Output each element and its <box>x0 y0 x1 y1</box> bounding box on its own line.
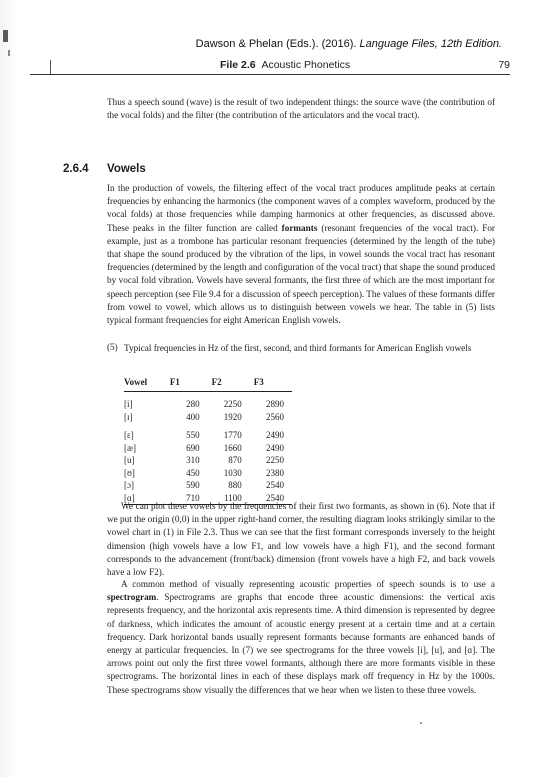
table-header-row <box>124 375 292 392</box>
header-rule <box>30 74 510 75</box>
scan-artifact <box>8 50 10 56</box>
scan-artifact <box>420 722 422 724</box>
term-formants: formants <box>281 222 318 233</box>
table-cell: 2250 <box>266 455 284 465</box>
plot-paragraph: We can plot these vowels by the frequencies of their first two formants, as shown in (6). Note that if we put the origin (0,0) in the upper right-hand corner, the resulting diagram looks strikingly similar to the vowel chart in (1) in File 2.3. Thus we can see that the first formant corresponds inversely to the height dimension (high vowels have a low F1, and low vowels have a high F1), and the second formant corresponds to the advancement (front/back) dimension (front vowels have a high F2, and back vowels have a low F2). <box>107 501 495 578</box>
table-cell: 2890 <box>266 399 284 409</box>
table-cell: 870 <box>228 455 242 465</box>
table-cell: 690 <box>186 442 200 453</box>
chapter-title: Acoustic Phonetics <box>261 59 351 71</box>
table-row <box>124 467 292 480</box>
spectrogram-paragraph-text: A common method of visually representing acoustic properties of speech sounds is to use a <box>121 579 495 589</box>
table-cell: [ɪ] <box>124 411 133 422</box>
table-cell: [u] <box>124 455 135 465</box>
spectrogram-paragraph <box>107 578 495 697</box>
table-row <box>124 392 292 411</box>
file-label: File 2.6 <box>220 59 256 71</box>
table-cell: 2250 <box>223 399 242 409</box>
table-row <box>124 454 292 467</box>
table-cell: 550 <box>186 430 200 440</box>
table-cell: [ɑ] <box>124 492 166 505</box>
table-header: F1 <box>169 377 180 387</box>
table-header: F2 <box>211 377 222 387</box>
table-cell: [ɔ] <box>124 480 134 490</box>
table-cell: 1920 <box>223 411 242 422</box>
table-cell: 2540 <box>250 492 292 505</box>
table-cell: 450 <box>186 467 200 478</box>
citation-book-title: Language Files, 12th Edition. <box>359 38 502 50</box>
citation-authors: Dawson & Phelan (Eds.). (2016). <box>195 38 360 50</box>
table-header: F3 <box>253 377 264 387</box>
intro-paragraph: Thus a speech sound (wave) is the result of two independent things: the source wave (the contribution of the vocal folds) and the filter (the contribution of the articulators and the vocal tract). <box>107 97 495 121</box>
scan-edge <box>0 0 18 777</box>
table-cell: 310 <box>186 455 200 465</box>
table-cell: 1100 <box>208 492 250 505</box>
scan-artifact <box>3 30 8 42</box>
section-title: Vowels <box>107 163 146 175</box>
table-cell: 280 <box>186 399 200 409</box>
spectrogram-paragraph-text: . Spectrograms are graphs that encode three acoustic dimensions: the vertical axis represents frequency, and the horizontal axis represents time. A third dimension is represented by degree of darkness, which indicates the amount of acoustic energy present at a certain time and at a certain frequency. Dark horizontal bands usually represent formants because formants are enhanced bands of energy at particular frequencies. In (7) we see spectrograms for the three vowels [i], [u], and [ɑ]. The arrows point out only the first three vowel formants, although there are more formants visible in these spectrograms. The horizontal lines in each of these displays mark off frequency in Hz by the 1000s. These spectrograms show visually the differences that we hear when we listen to these three vowels. <box>107 592 495 695</box>
table-cell: 2380 <box>266 467 284 478</box>
running-header <box>30 59 510 73</box>
table-header: Vowel <box>124 377 148 387</box>
table-cell: 2490 <box>266 430 284 440</box>
table-cell: 590 <box>186 480 200 490</box>
vowels-paragraph-text: (resonant frequencies of the vocal tract). For example, just as a trombone has particular resonant frequencies (determined by the length of the tube) that shape the sound produced by the vibration of the lips, in vowel sounds the vocal tract has resonant frequencies (determined by the length and configuration of the vocal tract) that shape the sound produced by vocal fold vibration. Vowels have several formants, the first three of which are the most important for speech perception (see File 9.4 for a discussion of speech perception). The values of these formants differ from vowel to vowel, which allows us to distinguish between vowels we hear. The table in (5) lists typical formant frequencies for eight American English vowels. <box>107 222 495 326</box>
table-cell: 880 <box>228 480 242 490</box>
running-header-title <box>220 59 350 71</box>
table-cell: 2540 <box>266 480 284 490</box>
table-cell: [i] <box>124 399 133 409</box>
table-row <box>124 423 292 442</box>
table-row <box>124 411 292 424</box>
table-cell: 710 <box>166 492 208 505</box>
citation <box>196 38 502 50</box>
table-cell: 1770 <box>223 430 242 440</box>
vowels-paragraph-text: In the production of vowels, the filtering effect of the vocal tract produces amplitude peaks at certain frequencies by enhancing the harmonics (the component waves of a complex waveform, produced by the vocal folds) at those frequencies while damping harmonics at other frequencies, as discussed above. These peaks in the filter function are called <box>107 183 495 233</box>
table-cell: 2560 <box>266 411 284 422</box>
table-cell: [ʊ] <box>124 467 135 478</box>
page-number: 79 <box>498 59 510 71</box>
table-cell: 1030 <box>223 467 242 478</box>
table-cell: [ɛ] <box>124 430 134 440</box>
formant-table <box>124 375 292 505</box>
table-cell: 2490 <box>266 442 284 453</box>
table-row <box>124 479 292 492</box>
example-number: (5) <box>107 342 118 352</box>
table-cell: 1660 <box>223 442 242 453</box>
table-row <box>124 442 292 455</box>
section-number: 2.6.4 <box>63 163 89 175</box>
table-cell: [æ] <box>124 442 136 453</box>
table-cell: 400 <box>186 411 200 422</box>
term-spectrogram: spectrogram <box>107 592 157 603</box>
example-caption: Typical frequencies in Hz of the first, second, and third formants for American English vowels <box>124 343 472 353</box>
vowels-paragraph <box>107 182 495 327</box>
